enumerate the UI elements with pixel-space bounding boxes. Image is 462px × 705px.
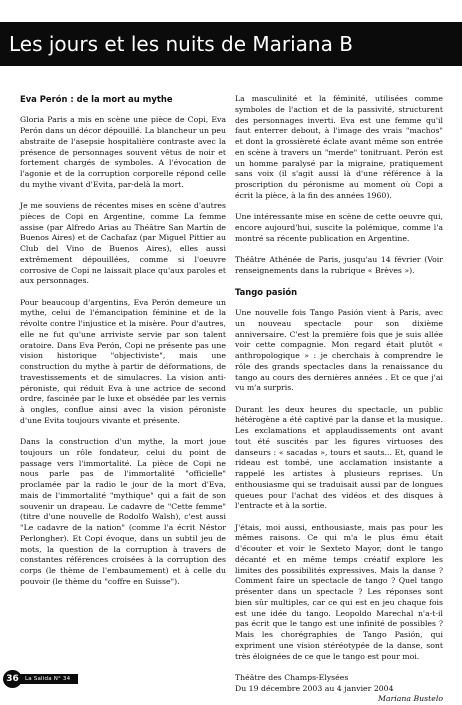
page-number: 36 bbox=[3, 670, 22, 688]
right-column bbox=[235, 94, 443, 705]
venue-name: Théâtre des Champs-Elysées bbox=[235, 672, 349, 682]
paragraph: La masculinité et la féminité, utilisées comme symboles de l'action et de la passivité, structurent des personnages inverti. Eva est une femme qu'il faut enterrer debout, à l'image des vrais "machos" et dont la grossièreté éclate avant même son entrée en scène à travers un "merde" tonitruant. Perón est un homme paralysé par la migraine, pratiquement sans voix (il s'agit aussi là d'une référence à la proscription du péronisme au moment où Copi a écrit la pièce, à la fin des années 1960). bbox=[235, 94, 443, 200]
author-signature: Mariana Bustelo bbox=[378, 694, 443, 704]
article-title-eva-peron: Eva Perón : de la mort au mythe bbox=[20, 94, 173, 104]
venue-note: Théâtre Athénée de Paris, jusqu'au 14 février (Voir renseignements dans la rubrique « Brèves »). bbox=[235, 254, 443, 275]
paragraph: Dans la construction d'un mythe, la mort joue toujours un rôle fondateur, celui du point de passage vers l'immortalité. La pièce de Copi ne nous parle pas de l'immortalité "officielle" proclamée par la radio le jour de la mort d'Eva, mais de l'immortalité "mythique" qui a fait de son souvenir un drapeau. Le cadavre de "Cette femme" (titre d'une nouvelle de Rodolfo Walsh), c'est aussi "Le cadavre de la nation" (comme l'a écrit Néstor Perlongher). Et Copi évoque, dans un subtil jeu de mots, la question de la corruption à travers de constantes références croisées à la corruption des corps (le thème de l'embaumement) et à celle du pouvoir (le thème du "coffre en Suisse"). bbox=[20, 437, 226, 586]
paragraph: Une nouvelle fois Tango Pasión vient à Paris, avec un nouveau spectacle pour son dixième anniversaire. C'est la première fois que je suis allée voir cette compagnie. Mon regard était plutôt « anthropologique » : je cherchais à comprendre le rôle des grands spectacles dans la renaissance du tango au cours des dernières années . Et ce que j'ai vu m'a surpris. bbox=[235, 308, 443, 393]
paragraph: Pour beaucoup d'argentins, Eva Perón demeure un mythe, celui de l'émancipation féminine et de la révolte contre l'injustice et la misère. Pour d'autres, elle ne fut qu'une arriviste servie par son talent oratoire. Dans Eva Perón, Copi ne présente pas une vision historique "objectiviste", mais une construction du mythe à partir de déformations, de travestissements et de simulacres. La vision anti-péroniste, qui réduit Eva à une actrice de second ordre, fascinée par le luxe et obsédée par les vernis à ongles, conflue ainsi avec la vision péroniste d'une Evita toujours vivante et présente. bbox=[20, 297, 226, 425]
venue-dates: Du 19 décembre 2003 au 4 janvier 2004 bbox=[235, 683, 394, 693]
page-title: Les jours et les nuits de Mariana B bbox=[9, 32, 353, 56]
paragraph: Une intéressante mise en scène de cette oeuvre qui, encore aujourd'hui, suscite la polémique, comme l'a montré sa récente publication en Argentine. bbox=[235, 212, 443, 243]
left-column bbox=[20, 94, 226, 598]
paragraph: Je me souviens de récentes mises en scène d'autres pièces de Copi en Argentine, comme La femme assise (par Alfredo Arias au Théâtre San Martín de Buenos Aires) et de Cachafaz (par Miguel Pittier au Club del Vino de Buenos Aires), elles aussi extrêmement dépouillées, comme si l'oeuvre corrosive de Copi ne laissait place qu'aux paroles et aux personnages. bbox=[20, 201, 226, 286]
publication-label: La Salida N° 34 bbox=[25, 676, 71, 682]
paragraph: Gloria Paris a mis en scène une pièce de Copi, Eva Perón dans un décor dépouillé. La blancheur un peu abstraite de l'asepsie hospitalière contraste avec la présence de personnages souvent vêtus de noir et fortement chargés de symboles. A l'évocation de l'agonie et de la corruption corporelle répond celle du mythe vivant d'Evita, par-delà la mort. bbox=[20, 115, 226, 189]
article-title-tango-pasion: Tango pasión bbox=[235, 286, 298, 297]
paragraph: Durant les deux heures du spectacle, un public hétérogène a été captivé par la danse et la musique. Les exclamations et applaudissements ont avant tout été suscités par les figures virtuoses des danseurs : « sacadas », tours et sauts... Et, quand le rideau est tombé, une acclamation insistante a rappelé les artistes à plusieurs reprises. Un enthousiasme qui se traduisait aussi par de longues queues pour l'achat des vidéos et des disques à l'entracte et à la sortie. bbox=[235, 404, 443, 511]
paragraph: J'étais, moi aussi, enthousiaste, mais pas pour les mêmes raisons. Ce qui m'a le plus ému était d'écouter et voir le Sexteto Mayor, dont le tango décanté et en même temps créatif explore les limites des possibilités expressives. Mais la danse ? Comment faire un spectacle de tango ? Quel tango présenter dans un spectacle ? Les réponses sont bien sûr multiples, car ce qui est en jeu chaque fois est une idée du tango. Leopoldo Marechal n'a-t-il pas écrit que le tango est une infinité de possibles ? Mais les chorégraphies de Tango Pasión, qui expriment une vision stéréotypée de la danse, sont très éloignées de ce que le tango est pour moi. bbox=[235, 522, 443, 661]
page-header bbox=[0, 22, 462, 66]
page-footer bbox=[0, 670, 462, 688]
